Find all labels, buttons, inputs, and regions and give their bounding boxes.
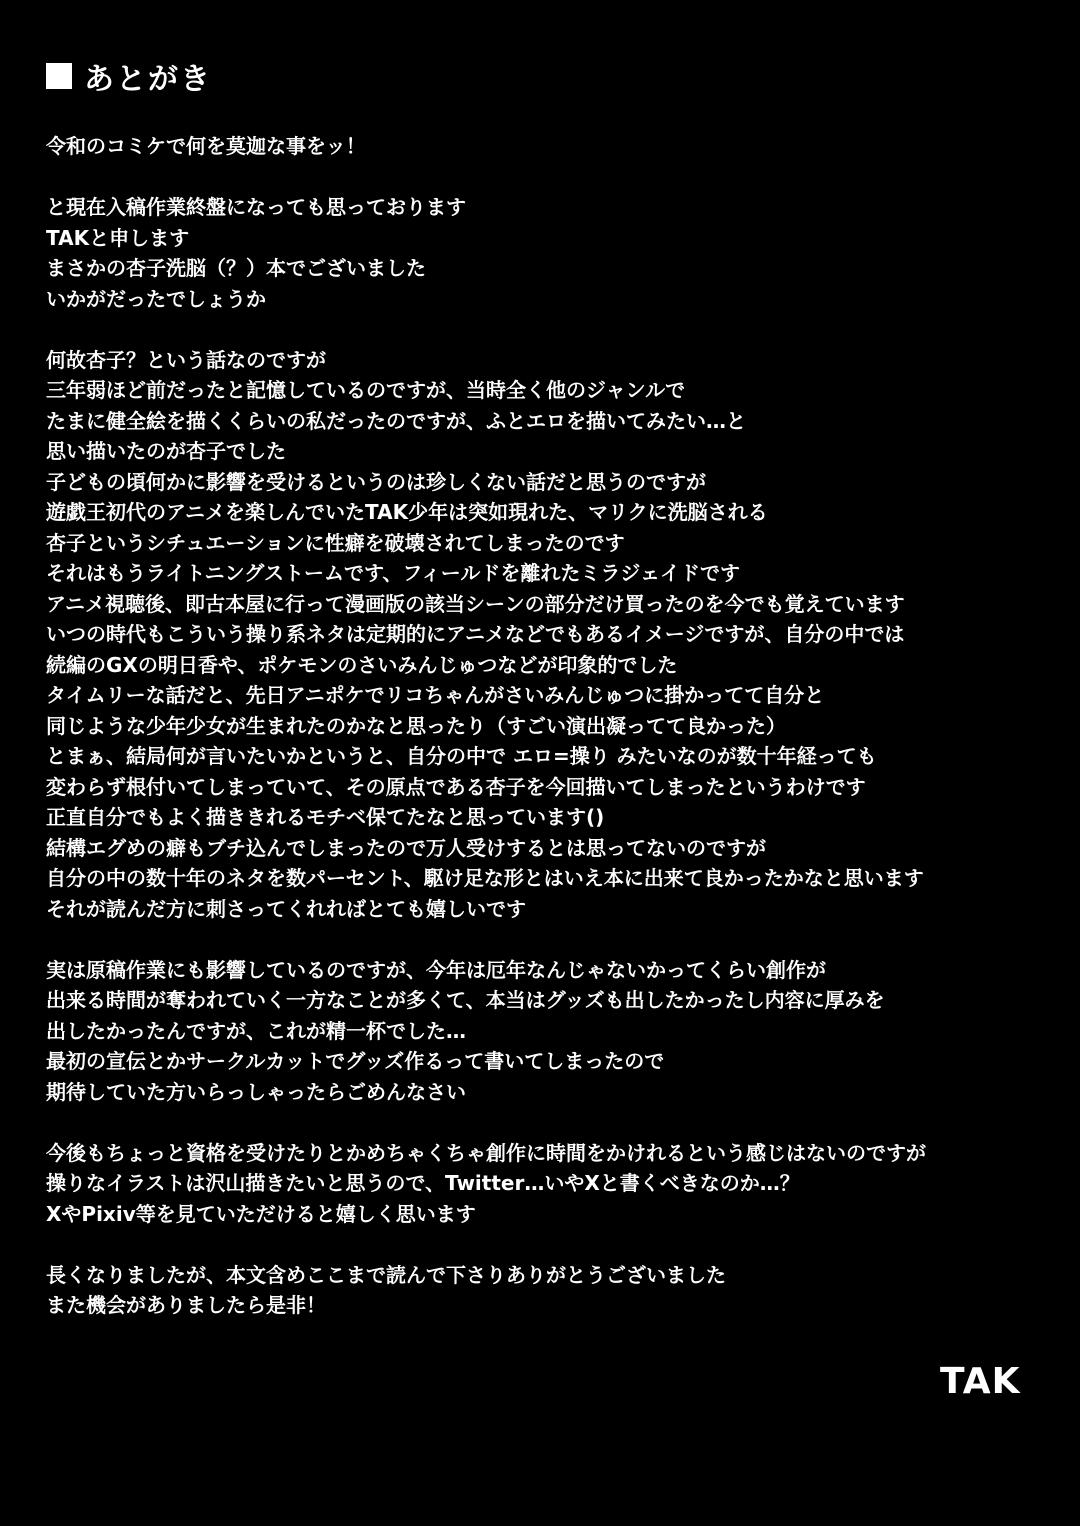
- text-line: XやPixiv等を見ていただけると嬉しく思います: [46, 1201, 476, 1226]
- text-line: 遊戯王初代のアニメを楽しんでいたTAK少年は突如現れた、マリクに洗脳される: [46, 500, 768, 524]
- text-line: 子どもの頃何かに影響を受けるというのは珍しくない話だと思うのですが: [46, 469, 706, 494]
- text-line: 自分の中の数十年のネタを数パーセント、駆け足な形とはいえ本に出来て良かったかなと思います: [46, 866, 924, 890]
- text-line: 杏子というシチュエーションに性癖を破壊されてしまったのです: [46, 530, 625, 555]
- heading-title: あとがき: [84, 62, 212, 97]
- text-line: 思い描いたのが杏子でした: [46, 439, 286, 463]
- text-line: 三年弱ほど前だったと記憶しているのですが、当時全く他のジャンルで: [46, 378, 686, 402]
- text-line: 期待していた方いらっしゃったらごめんなさい: [46, 1079, 466, 1104]
- text-line: 何故杏子？という話なのですが: [46, 347, 326, 372]
- text-line: アニメ視聴後、即古本屋に行って漫画版の該当シーンの部分だけ買ったのを今でも覚えています: [46, 591, 905, 616]
- text-line: [46, 924, 1056, 955]
- text-line: それはもうライトニングストームです、フィールドを離れたミラジェイドです: [46, 561, 740, 585]
- text-line: 令和のコミケで何を莫迦な事をッ！: [46, 134, 366, 158]
- text-line: 出来る時間が奪われていく一方なことが多くて、本当はグッズも出したかったし内容に厚みを: [46, 988, 885, 1012]
- text-line: TAKと申します: [46, 225, 190, 250]
- text-line: 長くなりましたが、本文含めここまで読んで下さりありがとうございました: [46, 1262, 726, 1287]
- text-line: 今後もちょっと資格を受けたりとかめちゃくちゃ創作に時間をかけれるという感じはないのですが: [46, 1140, 926, 1165]
- text-line: たまに健全絵を描くくらいの私だったのですが、ふとエロを描いてみたい…と: [46, 408, 746, 433]
- text-line: 正直自分でもよく描ききれるモチベ保てたなと思っています(): [46, 805, 605, 829]
- text-line: 続編のGXの明日香や、ポケモンのさいみんじゅつなどが印象的でした: [46, 652, 678, 677]
- text-line: いつの時代もこういう操り系ネタは定期的にアニメなどでもあるイメージですが、自分の中では: [46, 622, 905, 646]
- text-line: それが読んだ方に刺さってくれればとても嬉しいです: [46, 896, 526, 921]
- text-line: タイムリーな話だと、先日アニポケでリコちゃんがさいみんじゅつに掛かってて自分と: [46, 683, 825, 707]
- text-line: 操りなイラストは沢山描きたいと思うので、Twitter…いやXと書くべきなのか…？: [46, 1171, 800, 1195]
- text-line: 変わらず根付いてしまっていて、その原点である杏子を今回描いてしまったというわけです: [46, 774, 866, 799]
- page-heading: [46, 56, 212, 96]
- text-line: いかがだったでしょうか: [46, 286, 266, 311]
- text-line: 結構エグめの癖もブチ込んでしまったので万人受けするとは思ってないのですが: [46, 835, 766, 860]
- text-line: 同じような少年少女が生まれたのかなと思ったり（すごい演出凝ってて良かった）: [46, 713, 786, 738]
- text-line: まさかの杏子洗脳（？）本でございました: [46, 256, 426, 280]
- author-signature: TAK: [940, 1361, 1021, 1402]
- text-line: 最初の宣伝とかサークルカットでグッズ作るって書いてしまったので: [46, 1049, 665, 1073]
- text-line: [46, 314, 1056, 345]
- text-line: と現在入稿作業終盤になっても思っております: [46, 195, 466, 219]
- text-line: とまぁ、結局何が言いたいかというと、自分の中で エロ=操り みたいなのが数十年経っても: [46, 744, 877, 768]
- text-line: [46, 162, 1056, 193]
- filled-square-icon: [46, 63, 72, 89]
- text-line: [46, 1107, 1056, 1138]
- afterword-body: [46, 131, 1056, 1321]
- text-line: また機会がありましたら是非！: [46, 1293, 326, 1317]
- text-line: 出したかったんですが、これが精一杯でした…: [46, 1018, 466, 1043]
- text-line: 実は原稿作業にも影響しているのですが、今年は厄年なんじゃないかってくらい創作が: [46, 957, 826, 982]
- text-line: [46, 1229, 1056, 1260]
